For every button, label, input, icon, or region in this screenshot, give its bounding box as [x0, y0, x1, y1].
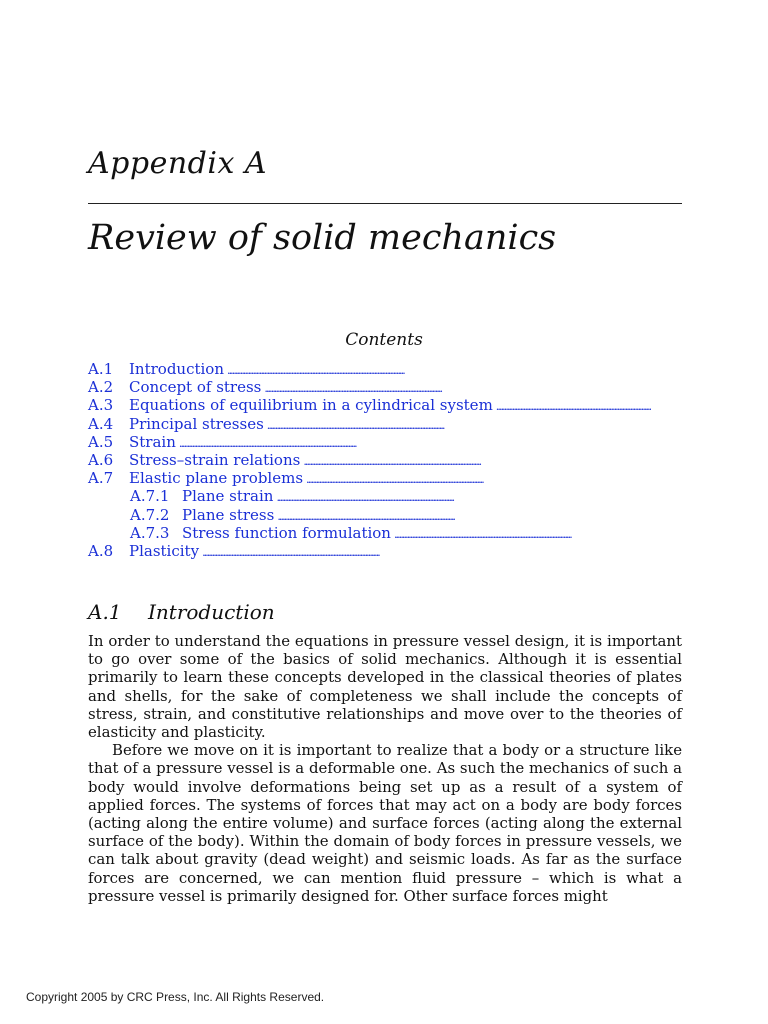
- toc-item-label: Introduction: [129, 360, 224, 378]
- toc-item[interactable]: [88, 433, 651, 451]
- toc-item-label: Plane stress: [182, 505, 275, 524]
- toc-leader: [496, 396, 651, 416]
- toc-item[interactable]: [88, 396, 651, 414]
- toc-leader: [394, 524, 651, 544]
- toc-leader: [202, 542, 651, 562]
- toc-item-label: Stress–strain relations: [129, 450, 301, 469]
- title-rule: [88, 203, 682, 204]
- toc-item[interactable]: [88, 378, 651, 396]
- toc-item-label: Stress function formulation: [182, 523, 391, 542]
- toc-item-number: A.7.3: [130, 523, 170, 542]
- toc-leader: [277, 506, 651, 526]
- appendix-label: Appendix A: [88, 146, 268, 181]
- toc-subitem[interactable]: [88, 506, 651, 524]
- toc-item-number: A.7.2: [130, 505, 170, 524]
- table-of-contents: [88, 360, 651, 560]
- toc-item-number: A.4: [88, 414, 114, 433]
- toc-item-number: A.8: [88, 541, 114, 560]
- toc-item-number: A.1: [88, 360, 114, 378]
- body-text: [88, 632, 682, 905]
- toc-item[interactable]: [88, 415, 651, 433]
- chapter-title: Review of solid mechanics: [88, 218, 557, 258]
- toc-item-number: A.7: [88, 469, 114, 488]
- toc-item[interactable]: [88, 469, 651, 487]
- toc-leader: [267, 415, 651, 435]
- toc-item-label: Elastic plane problems: [129, 469, 304, 488]
- toc-leader: [264, 378, 651, 398]
- toc-leader: [306, 469, 651, 489]
- toc-item-label: Plasticity: [129, 541, 200, 560]
- copyright-notice: Copyright 2005 by CRC Press, Inc. All Rights Reserved.: [26, 990, 325, 1004]
- paragraph: In order to understand the equations in pressure vessel design, it is important to go over some of the basics of solid mechanics. Although it is essential primarily to learn these concepts developed in the classical theories of plates and shells, for the sake of completeness we shall include the concepts of stress, strain, and constitutive relationships and move over to the theories of elasticity and plasticity.: [88, 632, 682, 742]
- toc-subitem[interactable]: [88, 487, 651, 505]
- section-title: Introduction: [148, 600, 275, 624]
- toc-item[interactable]: [88, 451, 651, 469]
- section-number: A.1: [88, 600, 122, 624]
- section-heading: [88, 600, 275, 624]
- toc-leader: [303, 451, 651, 471]
- toc-leader: [276, 487, 651, 507]
- toc-item[interactable]: [88, 542, 651, 560]
- toc-item-label: Concept of stress: [129, 378, 262, 397]
- toc-item-label: Plane strain: [182, 487, 274, 506]
- contents-heading: Contents: [345, 330, 423, 350]
- toc-item-label: Strain: [129, 432, 176, 451]
- toc-item-number: A.2: [88, 378, 114, 397]
- toc-item-label: Equations of equilibrium in a cylindrical system: [129, 396, 493, 415]
- toc-leader: [227, 360, 651, 380]
- toc-item[interactable]: [88, 360, 651, 378]
- toc-item-number: A.7.1: [130, 487, 170, 506]
- toc-leader: [179, 433, 651, 453]
- toc-item-number: A.5: [88, 432, 114, 451]
- paragraph: Before we move on it is important to realize that a body or a structure like that of a pressure vessel is a deformable one. As such the mechanics of such a body would involve deformations being set up as a result of a system of applied forces. The systems of forces that may act on a body are body forces (acting along the entire volume) and surface forces (acting along the external surface of the body). Within the domain of body forces in pressure vessels, we can talk about gravity (dead weight) and seismic loads. As far as the surface forces are concerned, we can mention fluid pressure – which is what a pressure vessel is primarily designed for. Other surface forces might: [88, 741, 682, 905]
- toc-subitem[interactable]: [88, 524, 651, 542]
- toc-item-label: Principal stresses: [129, 414, 264, 433]
- toc-item-number: A.3: [88, 396, 114, 415]
- toc-item-number: A.6: [88, 450, 114, 469]
